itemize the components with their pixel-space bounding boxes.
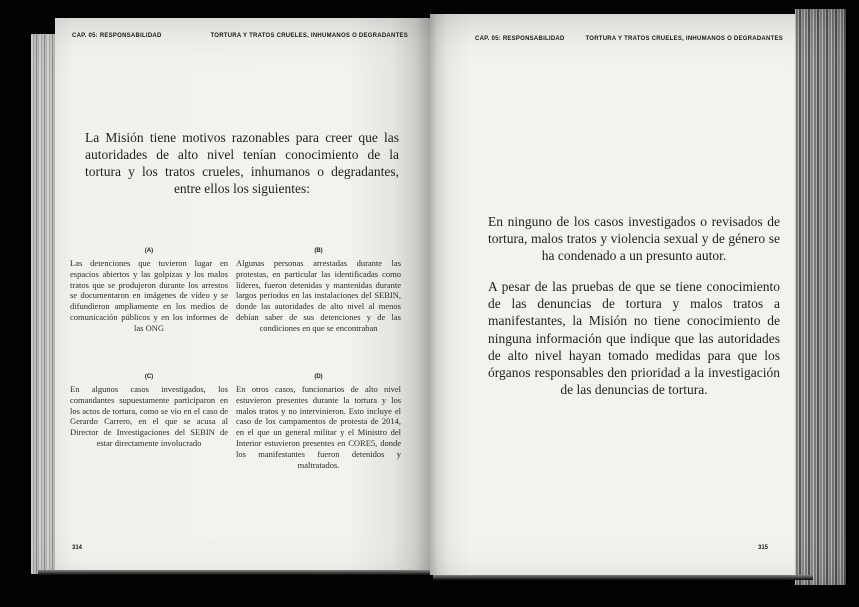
running-header-title: TORTURA Y TRATOS CRUELES, INHUMANOS O DEGRADANTES — [210, 33, 408, 39]
section-b-label: (B) — [314, 248, 323, 254]
page-stack-edge-right — [795, 9, 846, 585]
running-header-chapter: CAP. 05: RESPONSABILIDAD — [475, 36, 565, 42]
page-stack-edge-bottom-right — [433, 575, 813, 580]
page-number-left: 314 — [72, 545, 83, 551]
section-d — [236, 374, 401, 470]
section-c-label: (C) — [144, 374, 154, 380]
body-paragraph-1: En ninguno de los casos investigados o revisados de tortura, malos tratos y violencia sexual y de género se ha condenado a un presunto autor. — [488, 214, 780, 264]
right-page — [430, 14, 795, 575]
section-c-text: En algunos casos investigados, los comandantes supuestamente participaron en los actos de tortura, como se vio en el caso de Gerardo Carrero, en el que se acusa al Director de Investigaciones del SEBIN de estar directamente involucrado — [70, 384, 228, 448]
running-header-right-page — [475, 36, 783, 42]
section-b-text: Algunas personas arrestadas durante las protestas, en particular las identificadas como líderes, fueron detenidas y mantenidas durante largos periodos en las instalaciones del SEBIN, donde las autoridades de alto nivel al menos debían saber de sus detenciones y de las condiciones en que se encontraban — [236, 258, 401, 333]
section-b — [236, 248, 401, 334]
body-paragraph-2: A pesar de las pruebas de que se tiene conocimiento de las denuncias de tortura y malos tratos a manifestantes, la Misión no tiene conocimiento de ninguna información que indique que las autoridades de alto nivel hayan tomado medidas para que los órganos responsables den prioridad a la investigación de las denuncias de tortura. — [488, 279, 780, 398]
running-header-left-page — [72, 33, 408, 39]
page-stack-edge-left — [31, 34, 55, 574]
lead-paragraph: La Misión tiene motivos razonables para creer que las autoridades de alto nivel tenían conocimiento de la tortura y los tratos crueles, inhumanos o degradantes, entre ellos los siguientes: — [85, 130, 399, 196]
section-a-label: (A) — [144, 248, 154, 254]
page-number-right: 315 — [757, 545, 768, 551]
left-page — [55, 18, 430, 570]
section-a-text: Las detenciones que tuvieron lugar en espacios abiertos y las golpizas y los malos tratos que se produjeron durante los arrestos se documentaron en imágenes de vídeo y se difundieron ampliamente en los medios de comunicación públicos y en los informes de las ONG — [70, 258, 228, 333]
running-header-chapter: CAP. 05: RESPONSABILIDAD — [72, 33, 162, 39]
page-stack-edge-bottom-left — [38, 570, 435, 575]
section-d-label: (D) — [314, 374, 323, 380]
running-header-title: TORTURA Y TRATOS CRUELES, INHUMANOS O DEGRADANTES — [585, 36, 783, 42]
section-a — [70, 248, 228, 334]
section-d-text: En otros casos, funcionarios de alto nivel estuvieron presentes durante la tortura y los malos tratos y no intervinieron. Esto incluye el caso de los campamentos de protesta de 2014, en el que un general militar y el Ministro del Interior estuvieron presentes en CORE5, donde los manifestantes fueron detenidos y maltratados. — [236, 384, 401, 470]
section-c — [70, 374, 228, 449]
